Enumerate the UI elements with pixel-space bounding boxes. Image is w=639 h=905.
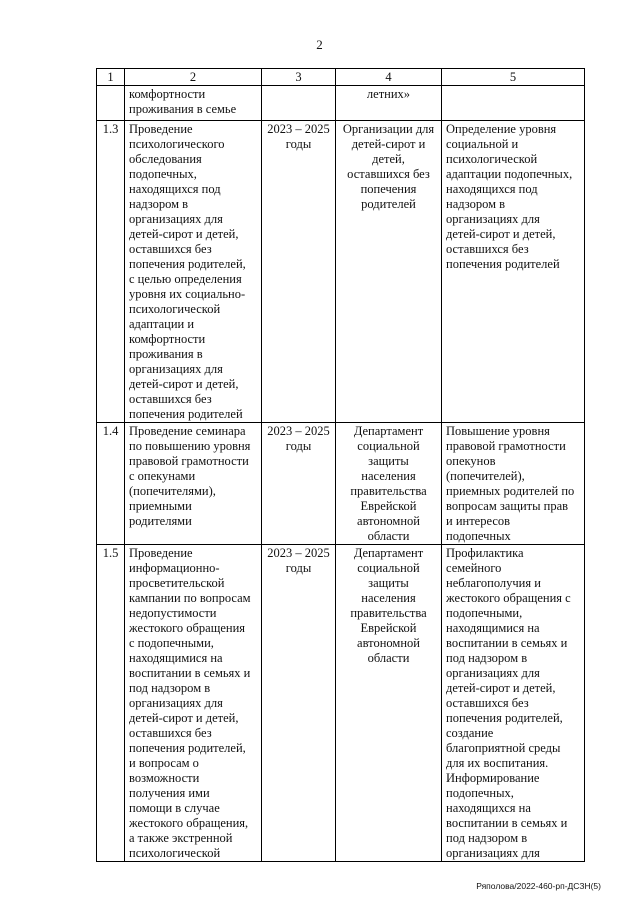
executor-cell: Департамент социальной защиты населения правительства Еврейской автономной области [336,545,442,862]
header-cell-4: 4 [336,69,442,86]
period-cell: 2023 – 2025 годы [262,121,336,423]
table-row [97,545,585,862]
row-number-cell: 1.4 [97,423,125,545]
activity-cell: Проведение информационно- просветительской кампании по вопросам недопустимости жестокого обращения с подопечными, находящимися на воспитании в семьях и под надзором в организациях для детей-сирот и детей, оставшихся без попечения родителей, и вопросам о возможности получения ими помощи в случае жестокого обращения, а также экстренной психологической [125,545,262,862]
row-number-cell: 1.5 [97,545,125,862]
table-row [97,423,585,545]
executor-cell: Организации для детей-сирот и детей, оставшихся без попечения родителей [336,121,442,423]
activity-cell: комфортности проживания в семье [125,86,262,121]
measures-table [96,68,585,862]
result-cell [442,86,585,121]
activity-cell: Проведение семинара по повышению уровня правовой грамотности с опекунами (попечителями), приемными родителями [125,423,262,545]
period-cell: 2023 – 2025 годы [262,423,336,545]
document-code-footer: Ряполова/2022-460-рп-ДСЗН(5) [476,881,601,891]
result-cell: Профилактика семейного неблагополучия и жестокого обращения с подопечными, находящимися на воспитании в семьях и под надзором в организациях для детей-сирот и детей, оставшихся без попечения родителей, создание благоприятной среды для их воспитания. Информирование подопечных, находящихся на воспитании в семьях и под надзором в организациях для [442,545,585,862]
period-cell: 2023 – 2025 годы [262,545,336,862]
row-number-cell [97,86,125,121]
header-cell-1: 1 [97,69,125,86]
result-cell: Повышение уровня правовой грамотности опекунов (попечителей), приемных родителей по вопросам защиты прав и интересов подопечных [442,423,585,545]
table-row [97,121,585,423]
result-cell: Определение уровня социальной и психологической адаптации подопечных, находящихся под надзором в организациях для детей-сирот и детей, оставшихся без попечения родителей [442,121,585,423]
table-header-row [97,69,585,86]
period-cell [262,86,336,121]
activity-cell: Проведение психологического обследования подопечных, находящихся под надзором в организациях для детей-сирот и детей, оставшихся без попечения родителей, с целью определения уровня их социально- психологической адаптации и комфортности проживания в организациях для детей-сирот и детей, оставшихся без попечения родителей [125,121,262,423]
header-cell-3: 3 [262,69,336,86]
page-number: 2 [316,37,323,52]
executor-cell: летних» [336,86,442,121]
table-row [97,86,585,121]
executor-cell: Департамент социальной защиты населения правительства Еврейской автономной области [336,423,442,545]
row-number-cell: 1.3 [97,121,125,423]
header-cell-2: 2 [125,69,262,86]
header-cell-5: 5 [442,69,585,86]
